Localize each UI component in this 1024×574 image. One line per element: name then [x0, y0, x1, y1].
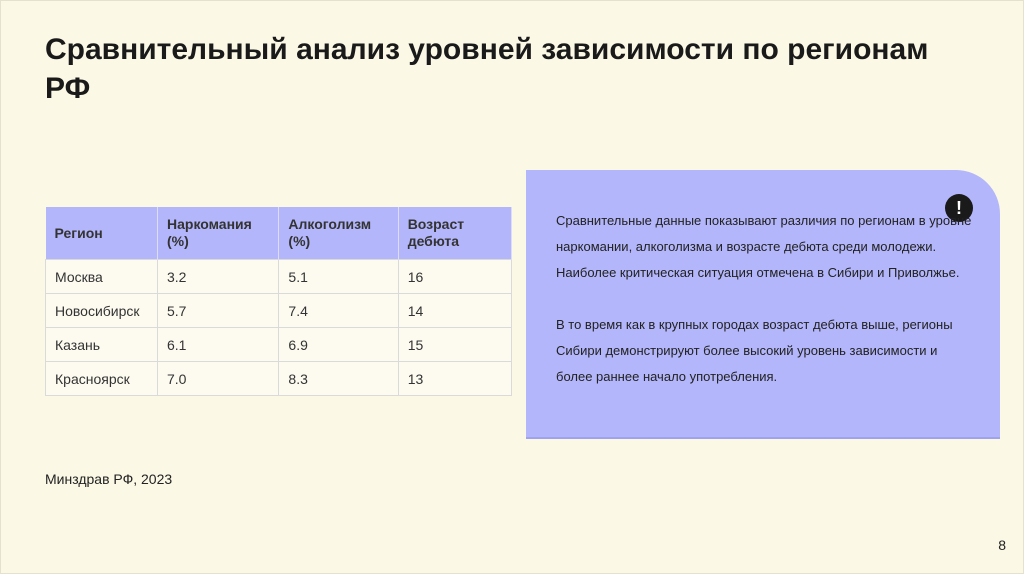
column-header: Алкоголизм (%)	[279, 207, 398, 260]
table-cell: 7.0	[158, 362, 279, 396]
table-header-row	[46, 207, 512, 260]
table-cell: 5.7	[158, 294, 279, 328]
table-cell: 16	[398, 260, 511, 294]
table-cell: Новосибирск	[46, 294, 158, 328]
table-cell: 13	[398, 362, 511, 396]
exclamation-icon: !	[945, 194, 973, 222]
source-citation: Минздрав РФ, 2023	[45, 471, 173, 487]
table-cell: Казань	[46, 328, 158, 362]
table-cell: 8.3	[279, 362, 398, 396]
table-row	[46, 328, 512, 362]
table-cell: 6.1	[158, 328, 279, 362]
table-cell: 3.2	[158, 260, 279, 294]
table-row	[46, 362, 512, 396]
table-cell: Красноярск	[46, 362, 158, 396]
callout-paragraph: В то время как в крупных городах возраст дебюта выше, регионы Сибири демонстрируют более высокий уровень зависимости и более раннее начало употребления.	[556, 317, 953, 384]
table-cell: 6.9	[279, 328, 398, 362]
callout-paragraph: Сравнительные данные показывают различия по регионам в уровне наркомании, алкоголизма и возрасте дебюта среди молодежи. Наиболее критическая ситуация отмечена в Сибири и Приволжье.	[556, 213, 972, 280]
info-callout	[526, 170, 1000, 439]
table-row	[46, 294, 512, 328]
column-header: Регион	[46, 207, 158, 260]
table-cell: 7.4	[279, 294, 398, 328]
callout-text	[556, 208, 976, 416]
table-cell: 5.1	[279, 260, 398, 294]
column-header: Наркомания (%)	[158, 207, 279, 260]
page-number: 8	[998, 537, 1006, 553]
table-cell: 14	[398, 294, 511, 328]
table-cell: 15	[398, 328, 511, 362]
table-row	[46, 260, 512, 294]
column-header: Возраст дебюта	[398, 207, 511, 260]
table-cell: Москва	[46, 260, 158, 294]
slide-title: Сравнительный анализ уровней зависимости по регионам РФ	[45, 33, 929, 105]
region-comparison-table	[45, 207, 512, 396]
